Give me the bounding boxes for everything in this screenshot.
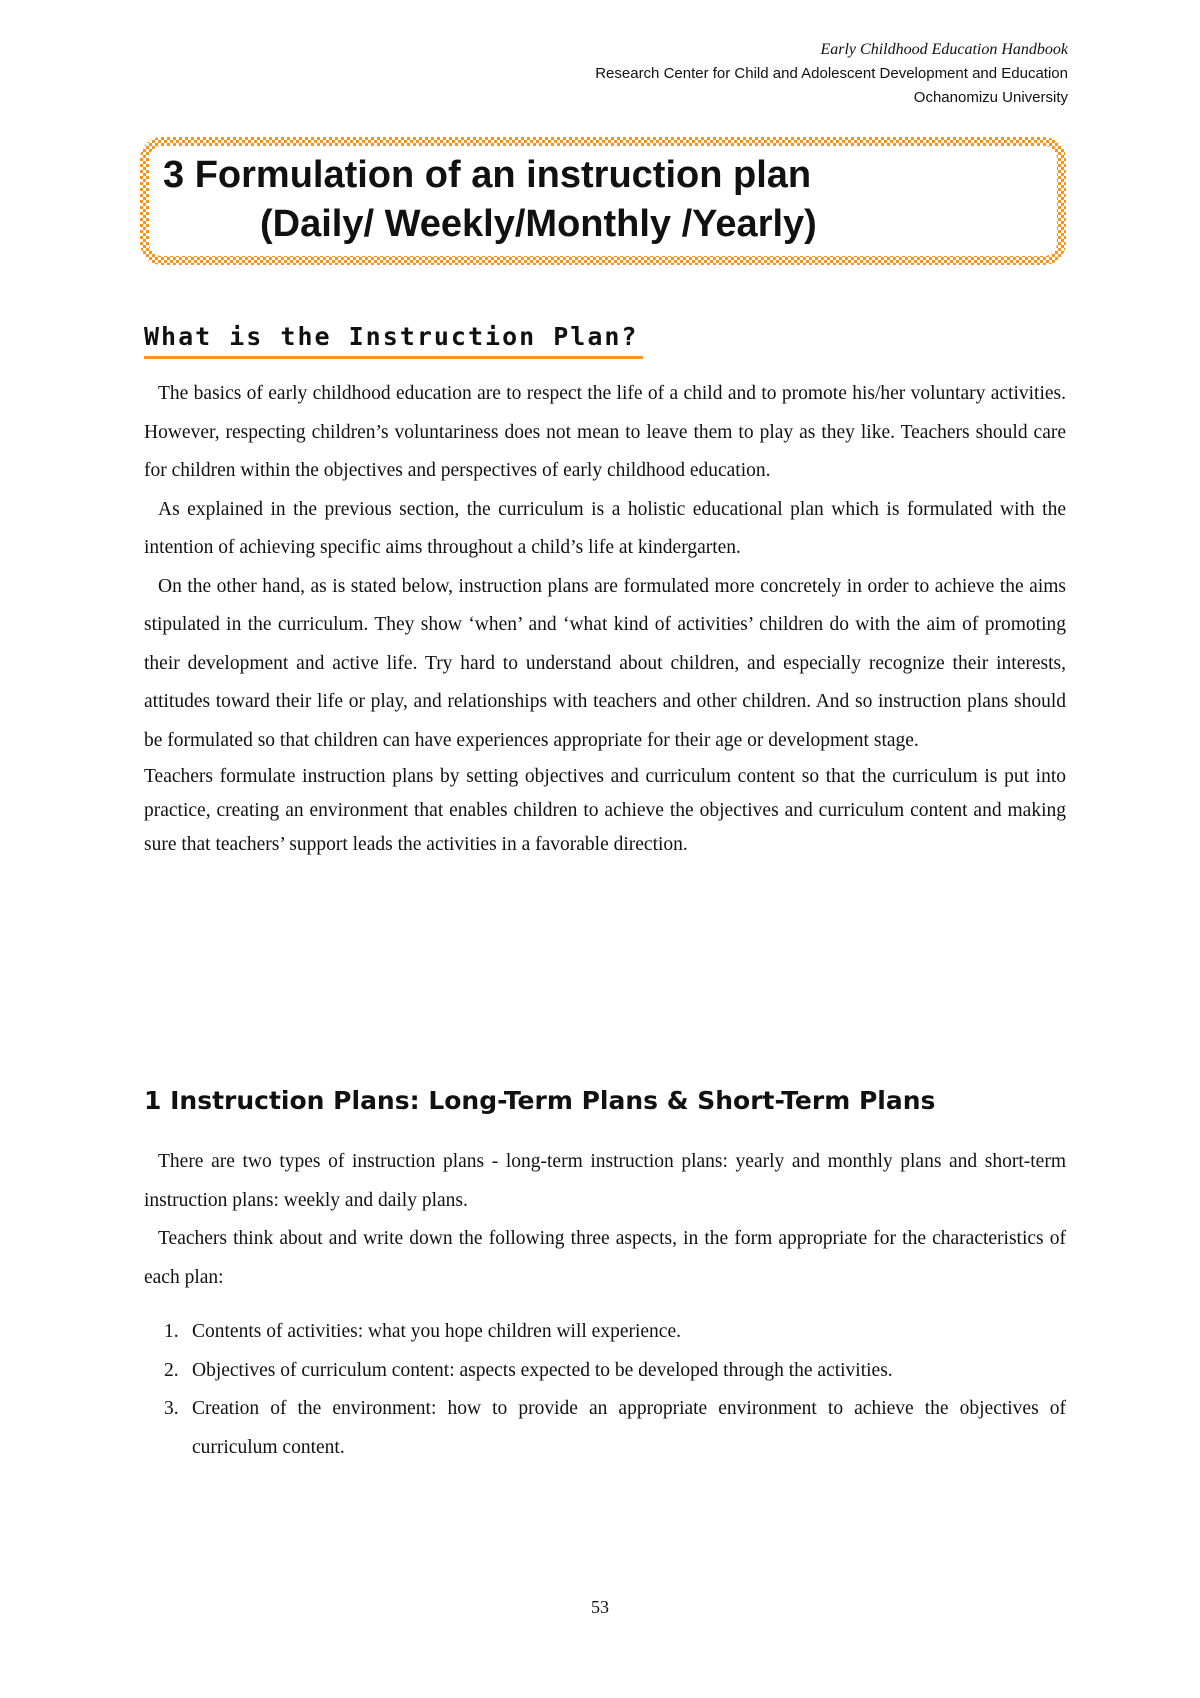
handbook-title: Early Childhood Education Handbook: [820, 41, 1068, 58]
list-number: 2.: [164, 1359, 179, 1381]
list-text: Objectives of curriculum content: aspects expected to be developed through the activities.: [192, 1359, 893, 1381]
paragraph: The basics of early childhood education are to respect the life of a child and to promote his/her voluntary activities. However, respecting children’s voluntariness does not mean to leave them to play as they like. Teachers should care for children within the objectives and perspectives of early childhood education.: [144, 383, 1066, 481]
page-number: 53: [591, 1597, 609, 1617]
list-text: Contents of activities: what you hope children will experience.: [192, 1321, 681, 1342]
list-item: [164, 1390, 1066, 1467]
section-heading-underline: [144, 356, 643, 359]
list-item: [164, 1313, 1066, 1352]
list-text: Creation of the environment: how to provide an appropriate environment to achieve the objectives of curriculum content.: [192, 1398, 1066, 1458]
research-center: Research Center for Child and Adolescent Development and Education: [595, 65, 1068, 82]
subsection-heading: 1 Instruction Plans: Long-Term Plans & Short-Term Plans: [144, 1086, 936, 1115]
paragraph: There are two types of instruction plans - long-term instruction plans: yearly and monthly plans and short-term instruction plans: weekly and daily plans.: [144, 1151, 1066, 1211]
paragraph: Teachers formulate instruction plans by setting objectives and curriculum content so that the curriculum is put into practice, creating an environment that enables children to achieve the objectives and curriculum content and making sure that teachers’ support leads the activities in a favorable direction.: [144, 766, 1066, 855]
subsection-body: [144, 1143, 1066, 1297]
chapter-title-line1: 3 Formulation of an instruction plan: [163, 154, 812, 196]
chapter-title-line2: (Daily/ Weekly/Monthly /Yearly): [260, 203, 817, 245]
paragraph: On the other hand, as is stated below, instruction plans are formulated more concretely in order to achieve the aims stipulated in the curriculum. They show ‘when’ and ‘what kind of activities’ children do with the aim of promoting their development and active life. Try hard to understand about children, and especially recognize their interests, attitudes toward their life or play, and relationships with teachers and other children. And so instruction plans should be formulated so that children can have experiences appropriate for their age or development stage.: [144, 575, 1066, 751]
running-header: [595, 38, 1068, 110]
university-name: Ochanomizu University: [913, 89, 1068, 106]
aspects-list: [144, 1313, 1066, 1467]
list-number: 1.: [164, 1321, 179, 1342]
section-heading-text: What is the Instruction Plan?: [144, 322, 639, 351]
list-number: 3.: [164, 1398, 179, 1419]
section-heading: [144, 322, 639, 351]
paragraph: As explained in the previous section, the curriculum is a holistic educational plan which is formulated with the intention of achieving specific aims throughout a child’s life at kindergarten.: [144, 498, 1066, 558]
section-body: [144, 375, 1066, 862]
chapter-title-box: [140, 137, 1066, 265]
paragraph: Teachers think about and write down the following three aspects, in the form appropriate for the characteristics of each plan:: [144, 1228, 1066, 1288]
list-item: [164, 1352, 1066, 1391]
